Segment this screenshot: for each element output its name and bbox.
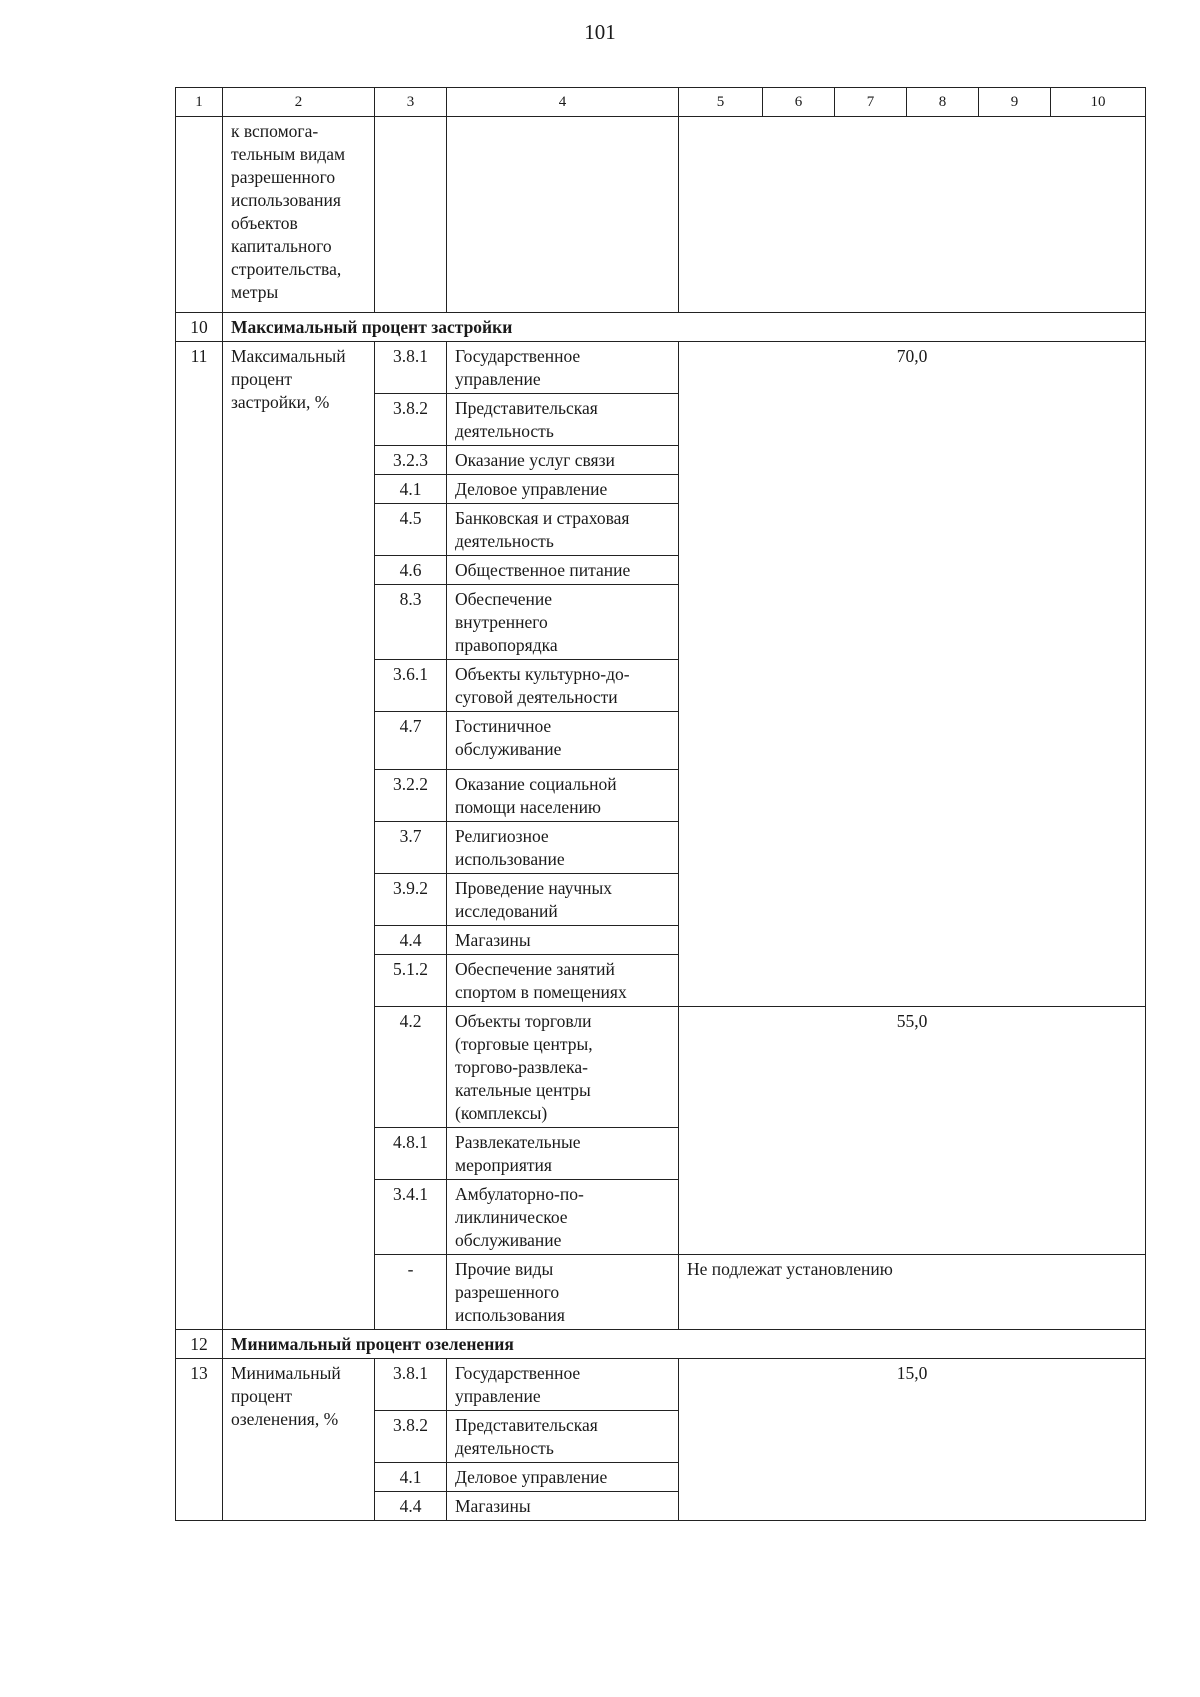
col-header: 2 (223, 88, 375, 117)
use-label: Гостиничное обслуживание (447, 712, 679, 770)
col-header: 9 (979, 88, 1051, 117)
use-code: 3.2.2 (375, 770, 447, 822)
param-name: Минимальный процент озеленения, % (223, 1359, 375, 1521)
use-label: Развлекательные мероприятия (447, 1128, 679, 1180)
use-code: 5.1.2 (375, 955, 447, 1007)
column-number-row (176, 88, 1146, 117)
use-code: 3.8.1 (375, 1359, 447, 1411)
use-code: 4.8.1 (375, 1128, 447, 1180)
use-code: 3.7 (375, 822, 447, 874)
use-code: 4.1 (375, 475, 447, 504)
use-label: Обеспечение внутреннего правопорядка (447, 585, 679, 660)
param-name: Максимальный процент застройки, % (223, 342, 375, 1330)
use-code: 8.3 (375, 585, 447, 660)
use-label: Деловое управление (447, 475, 679, 504)
use-label: Общественное питание (447, 556, 679, 585)
use-code: 4.7 (375, 712, 447, 770)
col-header: 8 (907, 88, 979, 117)
col-header: 3 (375, 88, 447, 117)
col-header: 4 (447, 88, 679, 117)
row-number: 11 (176, 342, 223, 1330)
use-label: Объекты торговли (торговые центры, торгово-развлека- кательные центры (комплексы) (447, 1007, 679, 1128)
use-label: Оказание услуг связи (447, 446, 679, 475)
section-row (176, 313, 1146, 342)
use-label: Деловое управление (447, 1463, 679, 1492)
param-value: 55,0 (679, 1007, 1146, 1255)
use-code: 3.9.2 (375, 874, 447, 926)
use-label: Представительская деятельность (447, 394, 679, 446)
use-code: 3.6.1 (375, 660, 447, 712)
regulations-table (175, 87, 1146, 1521)
use-code: 4.6 (375, 556, 447, 585)
use-label: Оказание социальной помощи населению (447, 770, 679, 822)
section-title: Максимальный процент застройки (223, 313, 1146, 342)
page-number: 101 (584, 20, 616, 44)
use-label: Государственное управление (447, 342, 679, 394)
row-number: 13 (176, 1359, 223, 1521)
col-header: 1 (176, 88, 223, 117)
use-label: Обеспечение занятий спортом в помещениях (447, 955, 679, 1007)
col-header: 7 (835, 88, 907, 117)
use-label: Банковская и страховая деятельность (447, 504, 679, 556)
param-name: к вспомога- тельным видам разрешенного использования объектов капитального строительства, метры (223, 117, 375, 313)
param-value: Не подлежат установлению (679, 1255, 1146, 1330)
use-label: Прочие виды разрешенного использования (447, 1255, 679, 1330)
use-code: 4.1 (375, 1463, 447, 1492)
section-title: Минимальный процент озеленения (223, 1330, 1146, 1359)
row-number: 12 (176, 1330, 223, 1359)
use-label: Амбулаторно-по- ликлиническое обслуживание (447, 1180, 679, 1255)
use-code: 3.2.3 (375, 446, 447, 475)
table-row (176, 1359, 1146, 1411)
use-label: Государственное управление (447, 1359, 679, 1411)
col-header: 6 (763, 88, 835, 117)
use-code: 4.5 (375, 504, 447, 556)
use-code: 4.4 (375, 1492, 447, 1521)
use-code: 3.8.2 (375, 1411, 447, 1463)
row-number: 10 (176, 313, 223, 342)
use-code: - (375, 1255, 447, 1330)
use-label: Магазины (447, 1492, 679, 1521)
use-label: Представительская деятельность (447, 1411, 679, 1463)
use-label: Проведение научных исследований (447, 874, 679, 926)
use-code: 4.4 (375, 926, 447, 955)
param-value: 70,0 (679, 342, 1146, 1007)
section-row (176, 1330, 1146, 1359)
col-header: 10 (1051, 88, 1146, 117)
table-row (176, 117, 1146, 313)
use-label: Объекты культурно-до- суговой деятельности (447, 660, 679, 712)
use-code: 3.8.2 (375, 394, 447, 446)
use-code: 3.8.1 (375, 342, 447, 394)
col-header: 5 (679, 88, 763, 117)
use-code: 3.4.1 (375, 1180, 447, 1255)
use-label: Религиозное использование (447, 822, 679, 874)
use-label: Магазины (447, 926, 679, 955)
table-row (176, 342, 1146, 394)
use-code: 4.2 (375, 1007, 447, 1128)
param-value: 15,0 (679, 1359, 1146, 1521)
